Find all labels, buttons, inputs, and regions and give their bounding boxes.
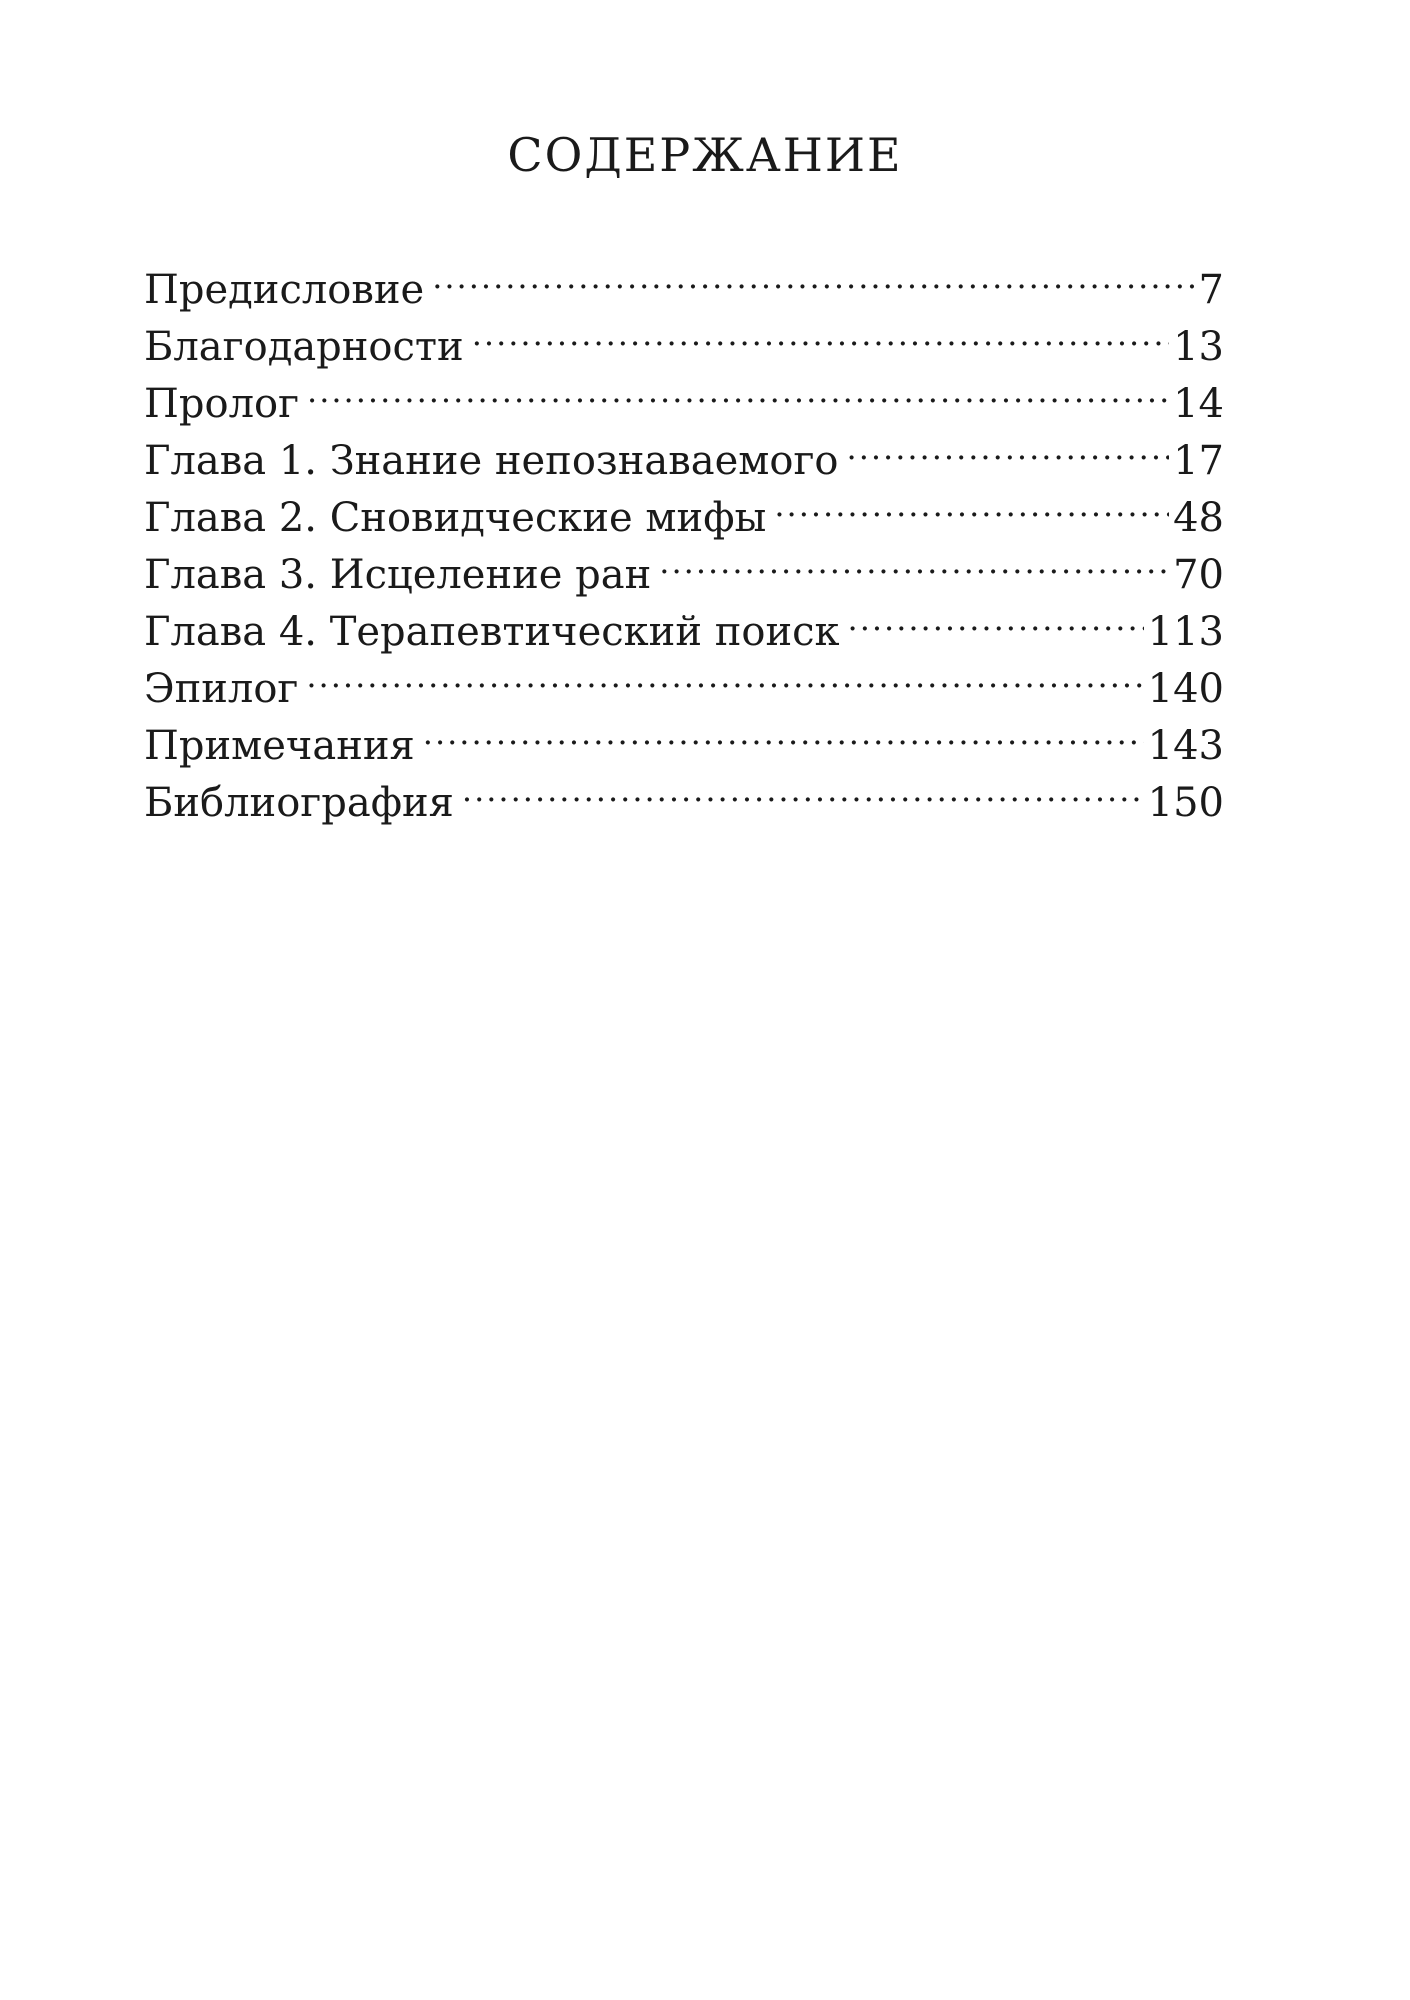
toc-entry-page: 48 (1173, 495, 1224, 541)
toc-entry (144, 645, 1224, 712)
toc-entry (144, 417, 1224, 484)
page-title: СОДЕРЖАНИЕ (507, 128, 903, 182)
toc-entry-label: Библиография (144, 780, 454, 826)
toc-entry-page: 140 (1147, 666, 1224, 712)
table-of-contents (144, 246, 1224, 826)
toc-entry-page: 17 (1173, 438, 1224, 484)
toc-entry (144, 702, 1224, 769)
toc-entry-label: Глава 1. Знание непознаваемого (144, 438, 839, 484)
dot-leader (659, 531, 1169, 588)
dot-leader (306, 645, 1143, 702)
dot-leader (848, 588, 1144, 645)
toc-entry-page: 143 (1147, 723, 1224, 769)
toc-entry-page: 7 (1198, 267, 1224, 313)
toc-entry-page: 150 (1147, 780, 1224, 826)
toc-entry-label: Эпилог (144, 666, 299, 712)
toc-entry-page: 14 (1173, 381, 1224, 427)
toc-entry-label: Примечания (144, 723, 415, 769)
toc-entry-label: Глава 4. Терапевтический поиск (144, 609, 840, 655)
toc-entry-label: Предисловие (144, 267, 425, 313)
toc-entry-page: 113 (1147, 609, 1224, 655)
toc-entry-label: Глава 3. Исцеление ран (144, 552, 652, 598)
dot-leader (432, 246, 1194, 303)
dot-leader (423, 702, 1144, 759)
toc-entry-page: 13 (1173, 324, 1224, 370)
toc-entry-page: 70 (1173, 552, 1224, 598)
toc-entry (144, 246, 1224, 313)
dot-leader (307, 360, 1169, 417)
dot-leader (472, 303, 1169, 360)
toc-entry-label: Глава 2. Сновидческие мифы (144, 495, 767, 541)
toc-entry-label: Пролог (144, 381, 300, 427)
dot-leader (774, 474, 1169, 531)
toc-entry-label: Благодарности (144, 324, 464, 370)
dot-leader (847, 417, 1170, 474)
dot-leader (462, 759, 1144, 816)
